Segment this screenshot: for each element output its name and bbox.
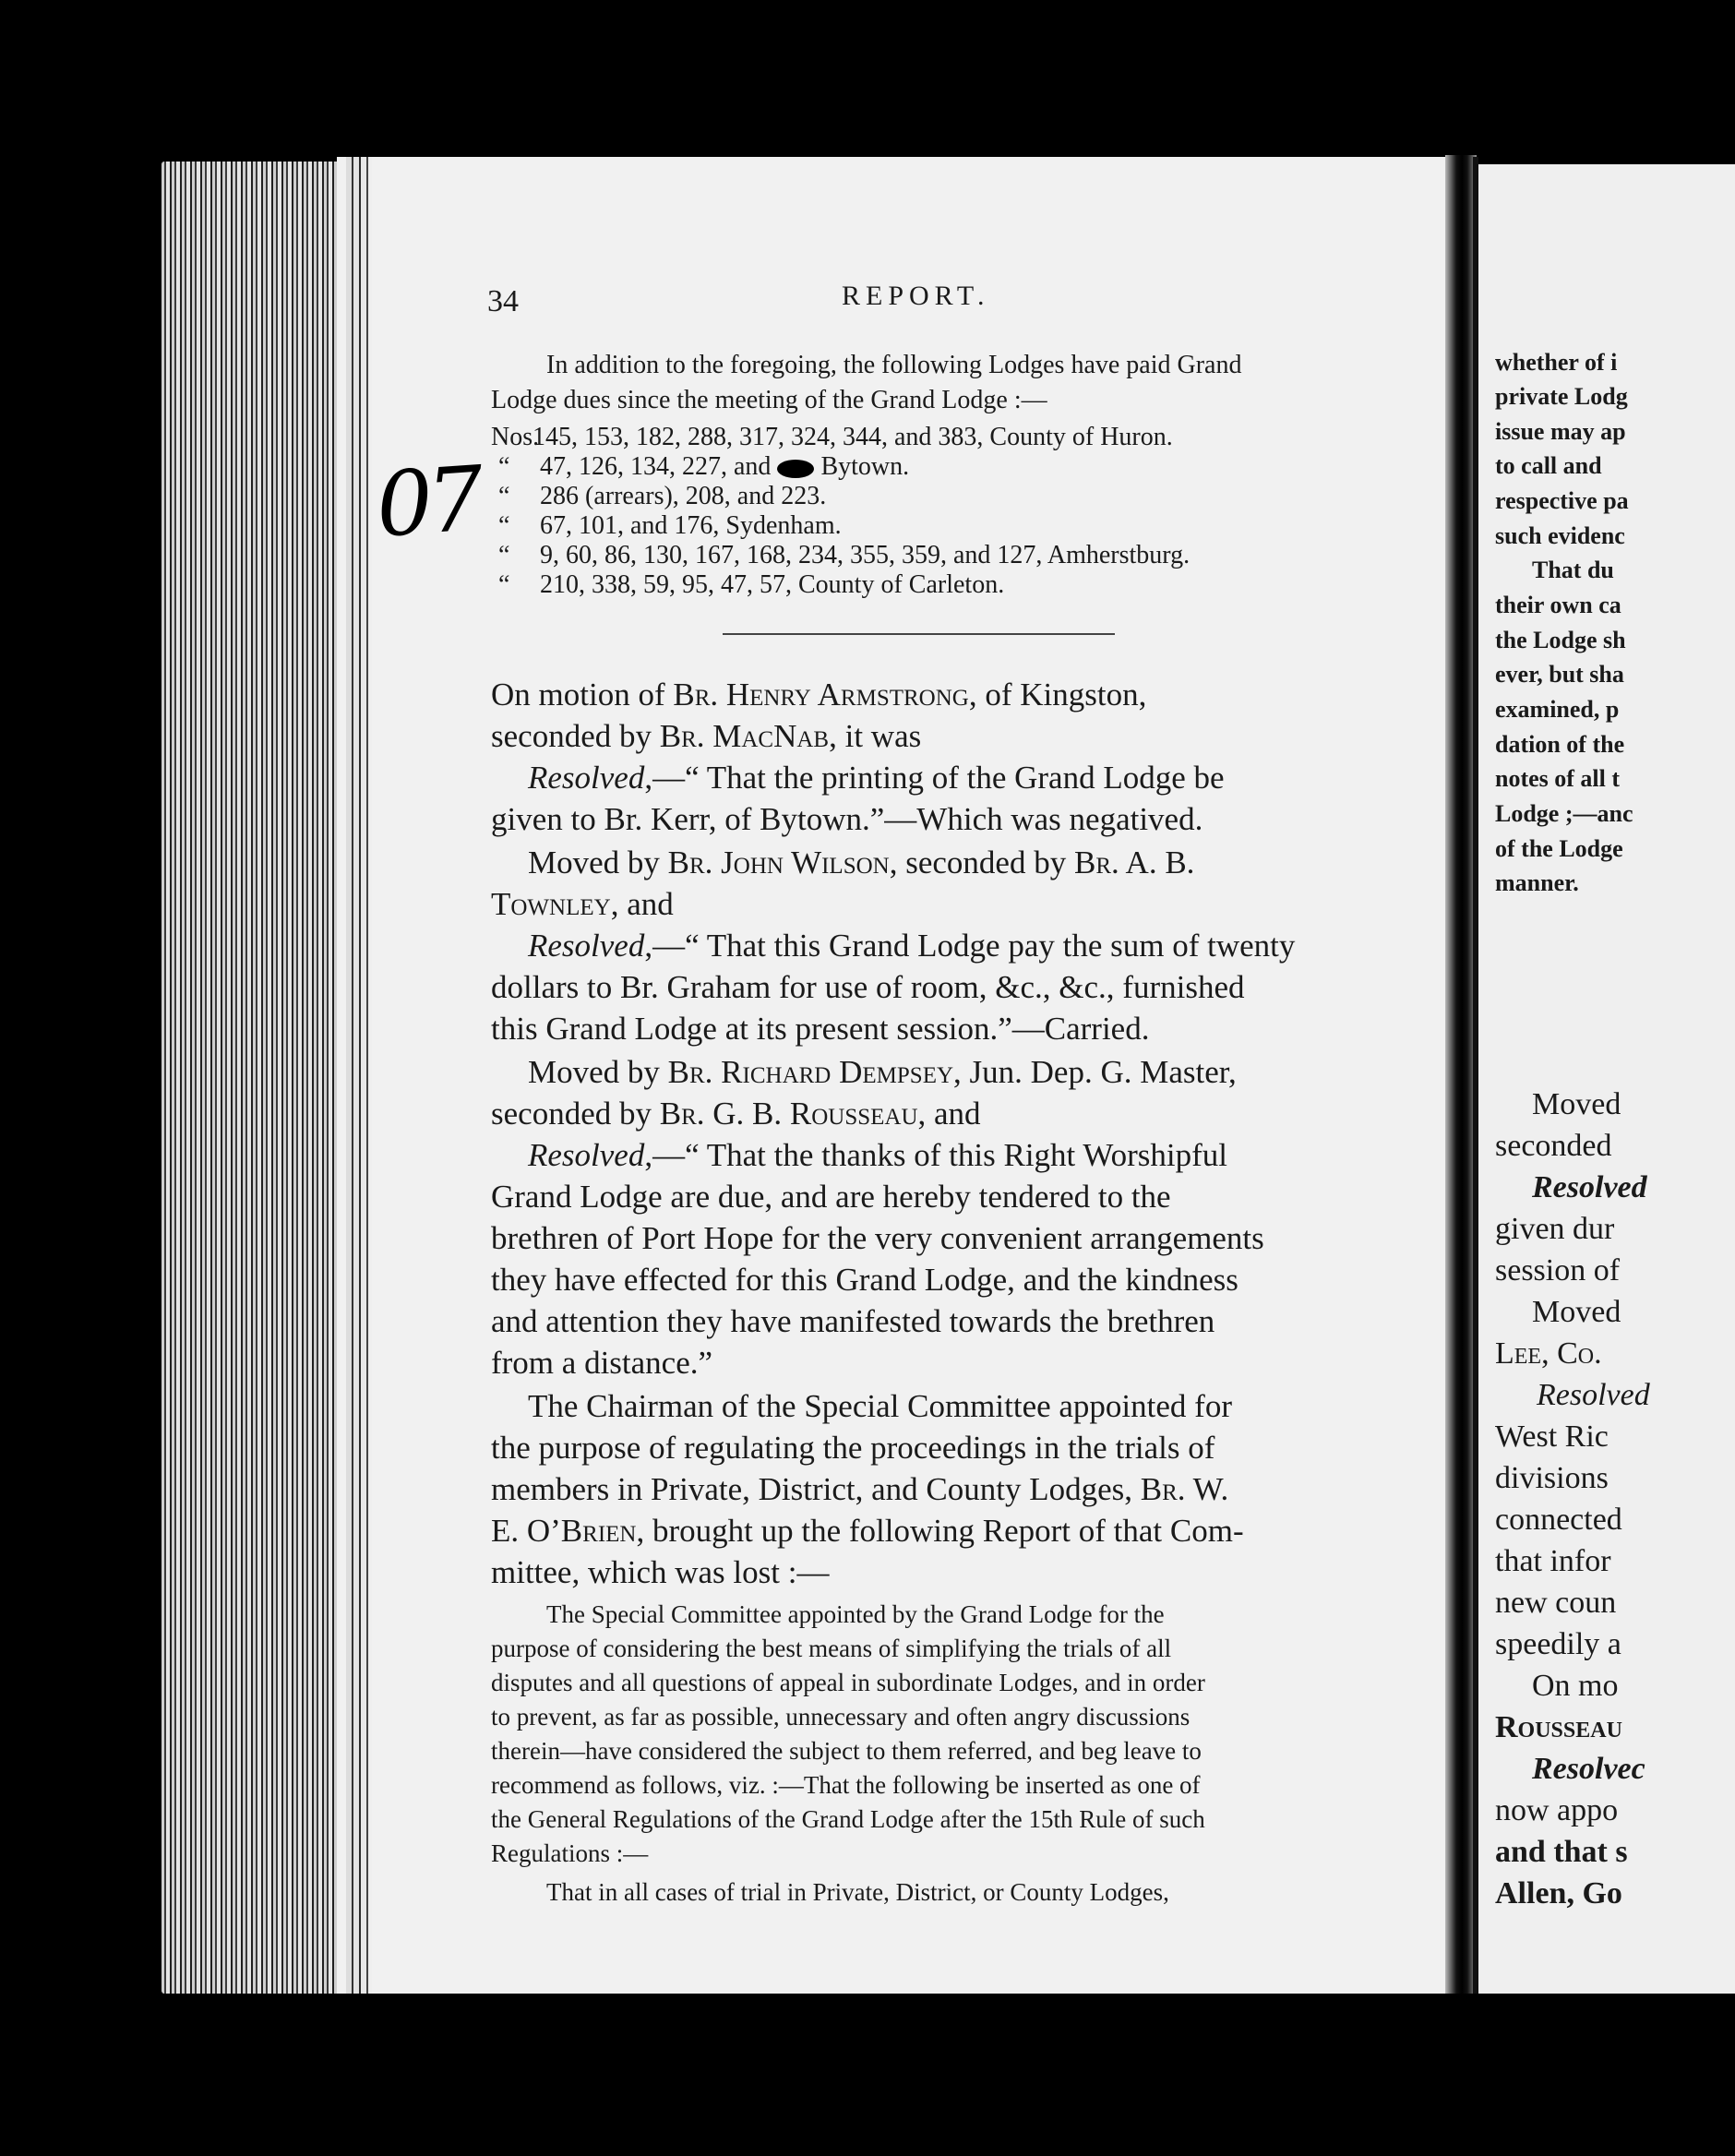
right-line: Lee, Co. xyxy=(1495,1336,1602,1371)
motion-line: Moved by Br. Richard Dempsey, Jun. Dep. G. Master, xyxy=(528,1054,1237,1090)
right-line: that infor xyxy=(1495,1544,1611,1578)
motion-line: seconded by Br. G. B. Rousseau, and xyxy=(491,1096,981,1132)
right-line: examined, p xyxy=(1495,696,1620,723)
committee-line: The Chairman of the Special Committee appointed for xyxy=(528,1388,1232,1424)
right-line: new coun xyxy=(1495,1586,1617,1620)
lodge-list-item: “ 67, 101, and 176, Sydenham. xyxy=(498,511,842,540)
motion-line: given to Br. Kerr, of Bytown.”—Which was negatived. xyxy=(491,801,1203,837)
lodge-list-item: “ 47, 126, 134, 227, and Bytown. xyxy=(498,452,910,481)
right-line: private Lodg xyxy=(1495,383,1628,410)
right-line: Resolvec xyxy=(1532,1752,1645,1786)
motion-line: seconded by Br. MacNab, it was xyxy=(491,718,922,754)
right-line: such evidenc xyxy=(1495,522,1625,549)
motion-line: and attention they have manifested towards the brethren xyxy=(491,1303,1215,1339)
report-line: purpose of considering the best means of simplifying the trials of all xyxy=(491,1635,1172,1662)
right-line: manner. xyxy=(1495,869,1579,896)
motion-line: they have effected for this Grand Lodge, and the kindness xyxy=(491,1262,1238,1298)
committee-line: members in Private, District, and County Lodges, Br. W. xyxy=(491,1471,1229,1507)
intro-line: In addition to the foregoing, the following Lodges have paid Grand xyxy=(546,351,1242,379)
right-line: dation of the xyxy=(1495,731,1625,758)
right-line: Moved xyxy=(1532,1295,1621,1329)
right-line: given dur xyxy=(1495,1212,1615,1246)
lodge-list-item: “ 210, 338, 59, 95, 47, 57, County of Carleton. xyxy=(498,570,1005,599)
right-line: Allen, Go xyxy=(1495,1876,1622,1910)
book-gutter xyxy=(1445,155,1477,1994)
motion-line: Resolved,—“ That the thanks of this Right Worshipful xyxy=(528,1137,1228,1173)
right-line: On mo xyxy=(1532,1669,1619,1703)
right-line: issue may ap xyxy=(1495,418,1626,445)
lodge-list-item: “ 9, 60, 86, 130, 167, 168, 234, 355, 359, and 127, Amherstburg. xyxy=(498,541,1191,569)
right-line: ever, but sha xyxy=(1495,661,1624,688)
motion-line: Resolved,—“ That this Grand Lodge pay the sum of twenty xyxy=(528,928,1296,964)
right-line: That du xyxy=(1532,557,1614,583)
right-line: Resolved xyxy=(1537,1378,1650,1412)
motion-line: from a distance.” xyxy=(491,1345,713,1381)
intro-line: Lodge dues since the meeting of the Grand Lodge :— xyxy=(491,386,1047,414)
right-line: West Ric xyxy=(1495,1419,1609,1454)
right-line: their own ca xyxy=(1495,592,1621,618)
report-line: disputes and all questions of appeal in subordinate Lodges, and in order xyxy=(491,1669,1205,1696)
right-line: Resolved xyxy=(1532,1170,1647,1204)
right-page xyxy=(1477,164,1735,1994)
lodge-list-item: “ 286 (arrears), 208, and 223. xyxy=(498,482,827,510)
right-line: session of xyxy=(1495,1253,1621,1288)
right-line: Rousseau xyxy=(1495,1710,1622,1744)
report-line: That in all cases of trial in Private, District, or County Lodges, xyxy=(546,1878,1169,1906)
right-line: respective pa xyxy=(1495,487,1629,514)
committee-line: E. O’Brien, brought up the following Report of that Com- xyxy=(491,1513,1244,1549)
report-line: recommend as follows, viz. :—That the following be inserted as one of xyxy=(491,1771,1201,1799)
right-line: Moved xyxy=(1532,1087,1621,1121)
right-line: now appo xyxy=(1495,1793,1619,1827)
motion-line: Resolved,—“ That the printing of the Grand Lodge be xyxy=(528,760,1225,796)
report-line: therein—have considered the subject to them referred, and beg leave to xyxy=(491,1737,1202,1765)
lodge-list-item: Nos. 145, 153, 182, 288, 317, 324, 344, and 383, County of Huron. xyxy=(491,423,1173,451)
right-line: speedily a xyxy=(1495,1627,1621,1661)
left-page-border-rules xyxy=(346,157,372,1994)
motion-line: dollars to Br. Graham for use of room, &c., &c., furnished xyxy=(491,969,1245,1005)
right-line: whether of i xyxy=(1495,349,1618,376)
motion-line: this Grand Lodge at its present session.”—Carried. xyxy=(491,1011,1150,1047)
motion-line: Moved by Br. John Wilson, seconded by Br. A. B. xyxy=(528,844,1195,880)
right-page-border-rule xyxy=(1473,157,1478,1994)
report-line: the General Regulations of the Grand Lodge after the 15th Rule of such xyxy=(491,1805,1205,1833)
page-number: 34 xyxy=(487,284,519,318)
right-line: and that s xyxy=(1495,1835,1628,1869)
right-line: divisions xyxy=(1495,1461,1609,1495)
right-line: notes of all t xyxy=(1495,765,1621,792)
right-line: to call and xyxy=(1495,452,1602,479)
right-line: connected xyxy=(1495,1503,1622,1537)
report-line: to prevent, as far as possible, unnecessary and often angry discussions xyxy=(491,1703,1191,1731)
committee-line: the purpose of regulating the proceedings in the trials of xyxy=(491,1430,1215,1466)
report-line: The Special Committee appointed by the Grand Lodge for the xyxy=(546,1600,1165,1628)
right-line: Lodge ;—anc xyxy=(1495,800,1633,827)
motion-line: Townley, and xyxy=(491,886,674,922)
section-divider xyxy=(723,633,1115,635)
motion-line: On motion of Br. Henry Armstrong, of Kingston, xyxy=(491,677,1147,713)
motion-line: brethren of Port Hope for the very convenient arrangements xyxy=(491,1220,1264,1256)
running-head: REPORT. xyxy=(842,281,990,311)
committee-line: mittee, which was lost :— xyxy=(491,1554,830,1590)
right-line: the Lodge sh xyxy=(1495,627,1626,653)
report-line: Regulations :— xyxy=(491,1839,649,1867)
motion-line: Grand Lodge are due, and are hereby tendered to the xyxy=(491,1179,1171,1215)
right-line: seconded xyxy=(1495,1129,1612,1163)
handwritten-mark: 07 xyxy=(373,447,482,557)
right-line: of the Lodge xyxy=(1495,835,1623,862)
ink-blot xyxy=(777,460,814,478)
book-page-edges xyxy=(162,162,351,1994)
